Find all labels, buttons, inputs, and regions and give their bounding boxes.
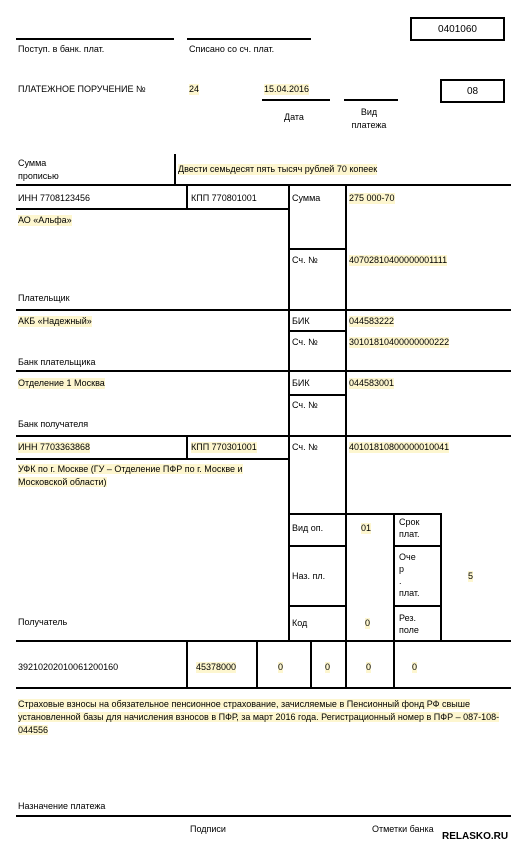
divider [288,330,347,332]
divider [262,99,330,101]
payer-bik-value[interactable]: 044583222 [349,316,395,326]
divider [186,435,188,460]
amount-words-value[interactable]: Двести семьдесят пять тысяч рублей 70 копеек [178,164,378,174]
payee-account-value[interactable]: 40101810800000010041 [349,442,450,452]
watermark: RELASKO.RU [442,831,509,842]
divider [16,184,511,186]
operation-type-value[interactable]: 01 [361,523,372,533]
divider [16,435,511,437]
due-label: Срок плат. [399,517,420,539]
payee-bik-value[interactable]: 044583001 [349,378,395,388]
divider [310,640,312,687]
bank-marks-label: Отметки банка [372,824,434,834]
divider [288,513,441,515]
divider [16,640,511,642]
payee-bank-name[interactable]: Отделение 1 Москва [18,378,105,388]
reserve-label: Рез. поле [399,613,419,635]
divider [186,640,188,687]
order-number[interactable]: 24 [189,84,200,94]
code-value[interactable]: 0 [365,618,371,628]
oktmo-field[interactable]: 45378000 [196,662,237,672]
divider [186,184,188,210]
divider [288,248,347,250]
payee-inn[interactable]: ИНН 7703363868 [18,442,91,452]
payer-bank-name[interactable]: АКБ «Надежный» [18,316,92,326]
kbk-field[interactable]: 39210202010061200160 [18,662,119,672]
divider [256,640,258,687]
payment-type-label: Вид платежа [351,107,387,130]
doc-date-field[interactable]: 0 [412,662,418,672]
payee-bank-label: Банк получателя [18,419,89,429]
divider [393,545,441,547]
divider [174,154,176,184]
order-value[interactable]: 5 [468,571,474,581]
form-code: 0401060 [410,17,505,41]
signatures-label: Подписи [190,824,226,834]
payee-name[interactable]: УФК по г. Москве (ГУ – Отделение ПФР по г. Москве и Московской области) [18,464,243,487]
code-label: Код [292,618,308,628]
payer-kpp[interactable]: КПП 770801001 [191,193,257,203]
payee-account-label: Сч. № [292,442,318,452]
divider [393,640,395,687]
divider [345,640,347,687]
payee-bank-account-label: Сч. № [292,400,318,410]
purpose-text[interactable]: Страховые взносы на обязательное пенсионное страхование, зачисляемые в Пенсионный фонд РФ свыше установленной базы для начисления взносов в ПФР, за март 2016 года. Регистрационный номер в ПФР – 087-108-044556 [18,699,500,735]
divider [288,605,347,607]
operation-type-label: Вид оп. [292,523,324,533]
amount-words-label: Сумма прописью [18,158,59,181]
order-label: Оче р . плат. [399,552,420,598]
divider [187,38,311,40]
divider [16,687,511,689]
payer-bank-account-label: Сч. № [292,337,318,347]
received-label: Поступ. в банк. плат. [18,44,105,54]
payer-bik-label: БИК [292,316,310,326]
order-title: ПЛАТЕЖНОЕ ПОРУЧЕНИЕ № [18,84,146,94]
payer-label: Плательщик [18,293,70,303]
divider [440,513,442,640]
payer-bank-account-value[interactable]: 30101810400000000222 [349,337,450,347]
payer-name[interactable]: АО «Альфа» [18,215,72,225]
status-code: 08 [440,79,505,103]
divider [393,513,395,640]
date-label: Дата [284,112,304,122]
divider [16,458,288,460]
purpose-code-label: Наз. пл. [292,571,326,581]
debited-label: Списано со сч. плат. [189,44,275,54]
sum-label: Сумма [292,193,321,203]
divider [16,370,511,372]
period-field[interactable]: 0 [325,662,331,672]
basis-field[interactable]: 0 [278,662,284,672]
divider [288,545,347,547]
order-date[interactable]: 15.04.2016 [264,84,310,94]
payee-bik-label: БИК [292,378,310,388]
divider [288,394,347,396]
payer-account-label: Сч. № [292,255,318,265]
payee-label: Получатель [18,617,68,627]
divider [16,38,174,40]
divider [16,309,511,311]
sum-value[interactable]: 275 000-70 [349,193,395,203]
divider [288,184,290,640]
payee-kpp[interactable]: КПП 770301001 [191,442,257,452]
payer-account-value[interactable]: 40702810400000001111 [349,255,448,265]
divider [393,605,441,607]
divider [345,513,347,640]
divider [344,99,398,101]
payer-inn[interactable]: ИНН 7708123456 [18,193,91,203]
purpose-label: Назначение платежа [18,801,106,811]
divider [345,184,347,514]
divider [16,815,511,817]
payer-bank-label: Банк плательщика [18,357,96,367]
divider [16,208,288,210]
doc-number-field[interactable]: 0 [366,662,372,672]
